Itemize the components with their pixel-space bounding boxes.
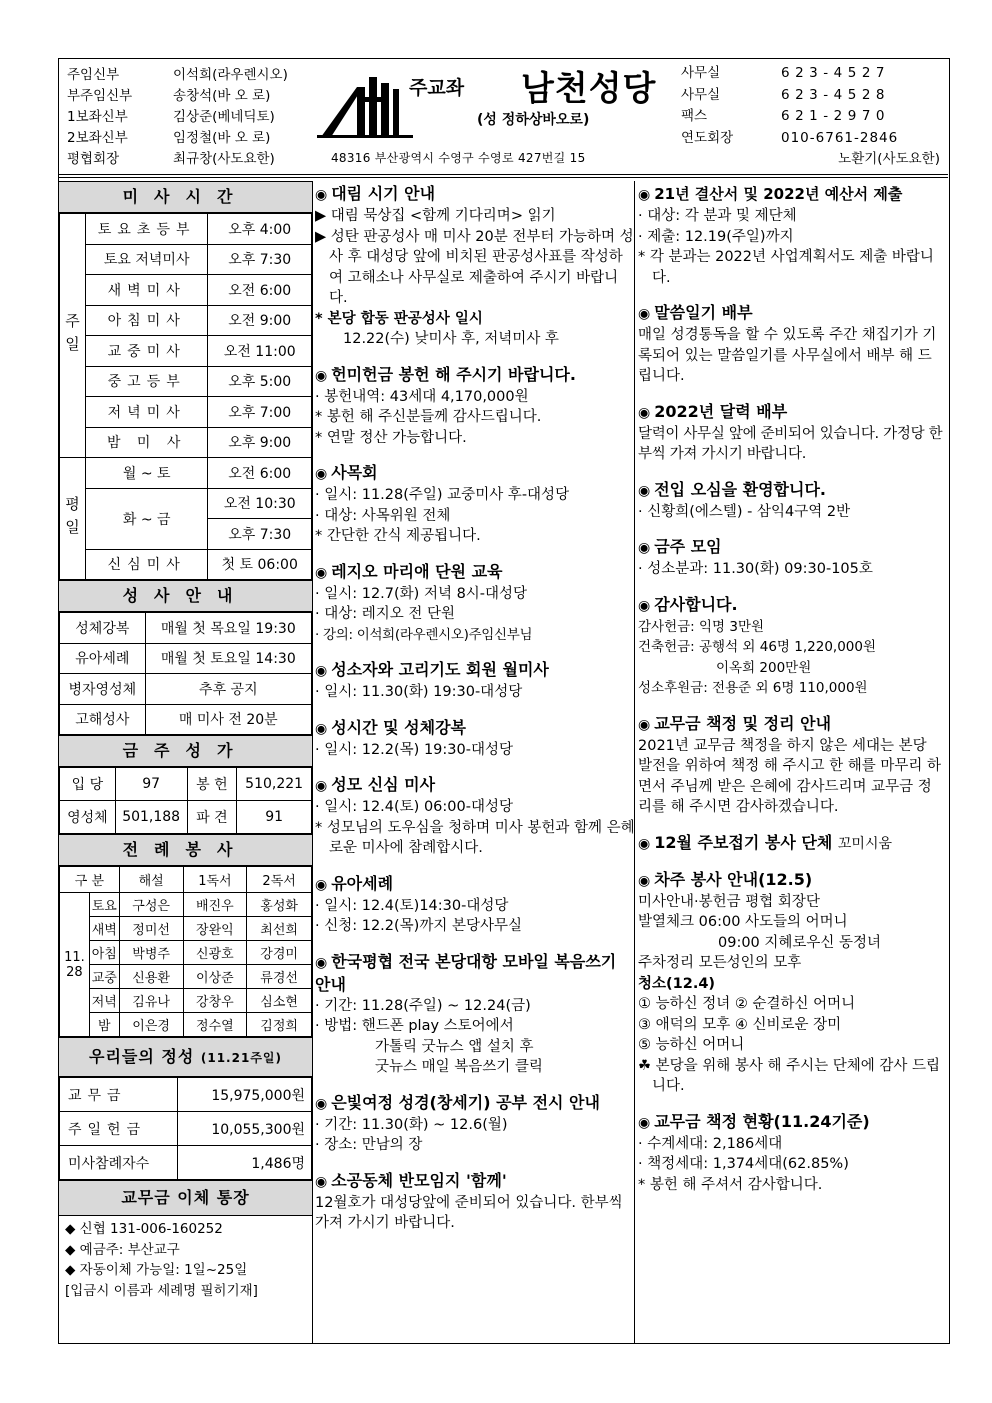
text: · 장소: 만남의 장 bbox=[315, 1137, 423, 1153]
notice-meeting bbox=[638, 536, 944, 580]
text: 봉 헌 bbox=[187, 768, 237, 801]
bullet-icon: ◉ bbox=[315, 564, 328, 581]
text: · 대상: 사목위원 전체 bbox=[315, 507, 451, 524]
text: 성소후원금: 전용준 외 6명 110,000원 bbox=[638, 680, 868, 696]
text: 은빛여정 성경(창세기) 공부 전시 안내 bbox=[331, 1092, 600, 1112]
notice-calendar bbox=[638, 401, 944, 465]
bullet-icon: ◉ bbox=[638, 482, 651, 499]
section-heading bbox=[638, 183, 944, 206]
text: 한국평협 전국 본당대항 모바일 복음쓰기 안내 bbox=[315, 951, 617, 994]
table-row bbox=[60, 275, 312, 306]
text: 1독서 bbox=[183, 867, 247, 893]
text: 12월 주보접기 봉사 단체 bbox=[654, 832, 833, 852]
table-row bbox=[60, 458, 312, 489]
section-heading bbox=[315, 873, 635, 896]
church-logo bbox=[317, 69, 417, 141]
text: 발열체크 06:00 사도들의 어머니 bbox=[638, 914, 848, 930]
text: 병자영성체 bbox=[60, 674, 146, 705]
text: 15,975,000원 bbox=[177, 1078, 311, 1112]
text: * 각 분과는 2022년 사업계획서도 제출 바랍니다. bbox=[638, 249, 934, 286]
section-heading bbox=[638, 536, 944, 559]
text: ③ 애덕의 모후 ④ 신비로운 장미 bbox=[638, 1016, 842, 1033]
staff-row bbox=[67, 107, 288, 128]
text: 교중미사 bbox=[85, 336, 208, 367]
text: 레지오 마리애 단원 교육 bbox=[331, 561, 503, 581]
section-heading bbox=[315, 183, 635, 206]
bullet-icon: ◉ bbox=[638, 872, 651, 889]
text: 미사참례자수 bbox=[60, 1146, 178, 1180]
text: 헌미헌금 봉헌 해 주시기 바랍니다. bbox=[331, 364, 576, 384]
left-column bbox=[59, 181, 312, 1304]
text: 류경선 bbox=[247, 965, 312, 989]
notice-small-community bbox=[315, 1170, 635, 1234]
text: 새벽 bbox=[89, 917, 119, 941]
text: 최선희 bbox=[247, 917, 312, 941]
text: 중고등부 bbox=[85, 366, 208, 397]
bullet-icon: ◉ bbox=[315, 778, 328, 794]
text: 2독서 bbox=[247, 867, 312, 893]
text: 송창석(바 오 로) bbox=[173, 88, 271, 104]
text: 621-2970 bbox=[781, 108, 890, 124]
text: 차주 봉사 안내(12.5) bbox=[654, 869, 813, 889]
text: 고해성사 bbox=[60, 704, 146, 735]
text: 1보좌신부 bbox=[67, 109, 128, 125]
text: · 일시: 12.4(토)14:30-대성당 bbox=[315, 897, 509, 914]
table-row bbox=[60, 893, 312, 917]
table-row bbox=[60, 244, 312, 275]
text: 김정희 bbox=[247, 1013, 312, 1037]
text: 623-4528 bbox=[781, 86, 890, 103]
table-row bbox=[60, 488, 312, 519]
text: 010-6761-2846 bbox=[781, 129, 899, 146]
text: · 대상: 각 분과 및 제단체 bbox=[638, 208, 797, 224]
text: ◆ 자동이체 가능일: 1일~25일 bbox=[65, 1262, 248, 1278]
section-heading bbox=[638, 1111, 944, 1134]
notice-budget bbox=[638, 183, 944, 288]
notice-pastoral-council bbox=[315, 462, 635, 547]
header bbox=[59, 59, 948, 175]
text: · 일시: 11.30(화) 19:30-대성당 bbox=[315, 684, 523, 700]
notice-vocation-mass bbox=[315, 659, 635, 703]
text: 주임신부 bbox=[67, 67, 120, 83]
staff-row bbox=[67, 65, 288, 86]
text: ① 능하신 정녀 ② 순결하신 어머니 bbox=[638, 996, 856, 1012]
contact-row bbox=[681, 106, 898, 128]
text: 소공동체 반모임지 '함께' bbox=[331, 1170, 507, 1190]
bullet-icon: ◉ bbox=[638, 306, 651, 322]
column-divider bbox=[312, 181, 313, 1343]
text: ▶ 대림 묵상집 <함께 기다리며> 읽기 bbox=[315, 208, 556, 224]
table-row bbox=[60, 867, 312, 893]
sacrament-title: 성사안내 bbox=[59, 580, 312, 612]
text: 김유나 bbox=[119, 989, 183, 1013]
text: 교무금 책정 현황(11.24기준) bbox=[654, 1111, 870, 1131]
text: 오전 6:00 bbox=[208, 458, 312, 489]
notice-infant-baptism bbox=[315, 873, 635, 937]
bulletin-page bbox=[58, 58, 950, 1344]
staff-row bbox=[67, 86, 288, 107]
text: 배진우 bbox=[183, 893, 247, 917]
table-row bbox=[60, 336, 312, 367]
text: · 제출: 12.19(주일)까지 bbox=[638, 228, 794, 245]
middle-column bbox=[315, 183, 635, 1248]
section-heading bbox=[315, 561, 635, 584]
text: 토요 저녁미사 bbox=[85, 244, 208, 275]
table-row bbox=[60, 305, 312, 336]
text: * 성모님의 도우심을 청하며 미사 봉헌과 함께 은혜로운 미사에 참례합시다. bbox=[315, 819, 635, 856]
section-heading bbox=[315, 1170, 635, 1193]
text: * 간단한 간식 제공됩니다. bbox=[315, 528, 481, 544]
text: 91 bbox=[237, 801, 312, 834]
text: 강경미 bbox=[247, 941, 312, 965]
bullet-icon: ◉ bbox=[638, 404, 651, 421]
text: 오전 6:00 bbox=[208, 275, 312, 306]
table-row bbox=[60, 1078, 312, 1112]
staff-row bbox=[67, 128, 288, 149]
text: ☘ 본당을 위해 봉사 해 주시는 단체에 감사 드립니다. bbox=[638, 1057, 940, 1094]
text: 꼬미시움 bbox=[837, 835, 892, 852]
section-heading bbox=[638, 479, 944, 502]
text: 화 ~ 금 bbox=[85, 488, 208, 549]
notice-word-diary bbox=[638, 302, 944, 387]
notice-donation bbox=[315, 364, 635, 449]
text: 매월 첫 토요일 14:30 bbox=[145, 643, 311, 674]
table-row bbox=[60, 801, 312, 834]
text: 영성체 bbox=[60, 801, 116, 834]
bullet-icon: ◉ bbox=[315, 720, 328, 737]
table-row bbox=[60, 941, 312, 965]
text: 청소(12.4) bbox=[638, 975, 716, 992]
church-address: 48316 부산광역시 수영구 수영로 427번길 15 bbox=[331, 151, 586, 165]
notice-holy-hour bbox=[315, 717, 635, 761]
table-row bbox=[60, 366, 312, 397]
text: 아침 bbox=[89, 941, 119, 965]
text: 연도회장 bbox=[681, 129, 734, 146]
bullet-icon: ◉ bbox=[638, 835, 651, 852]
contact-list bbox=[681, 63, 898, 149]
text: · 기간: 11.30(화) ~ 12.6(월) bbox=[315, 1116, 508, 1133]
text: · 일시: 12.2(목) 19:30-대성당 bbox=[315, 741, 513, 758]
text: 오후 9:00 bbox=[208, 427, 312, 458]
section-heading bbox=[315, 951, 635, 996]
staff-row bbox=[67, 149, 288, 170]
text: 이상준 bbox=[183, 965, 247, 989]
text: · 대상: 레지오 전 단원 bbox=[315, 606, 455, 622]
text: 평협회장 bbox=[67, 151, 120, 167]
table-row bbox=[60, 643, 312, 674]
text: 구 분 bbox=[60, 867, 120, 893]
text: 미사안내·봉헌금 평협 회장단 bbox=[638, 893, 820, 910]
table-row bbox=[60, 1013, 312, 1037]
offering-table bbox=[59, 1077, 312, 1180]
section-heading bbox=[315, 717, 635, 740]
section-heading bbox=[315, 364, 635, 387]
text: 저녁 bbox=[89, 989, 119, 1013]
text: · 일시: 12.4(토) 06:00-대성당 bbox=[315, 799, 513, 815]
text: 주차정리 모든성인의 모후 bbox=[638, 955, 802, 971]
notice-gospel-writing bbox=[315, 951, 635, 1078]
text: 오전 11:00 bbox=[208, 336, 312, 367]
notice-bible-exhibit bbox=[315, 1092, 635, 1156]
text: 매 미사 전 20분 bbox=[145, 704, 311, 735]
text: 623-4527 bbox=[781, 65, 890, 81]
text: 토요초등부 bbox=[85, 214, 208, 245]
text: * 연말 정산 가능합니다. bbox=[315, 429, 467, 446]
text: 달력이 사무실 앞에 준비되어 있습니다. 가정당 한부씩 가져 가시기 바랍니다. bbox=[638, 425, 943, 462]
bullet-icon: ◉ bbox=[315, 367, 328, 384]
text: 임정철(바 오 로) bbox=[173, 130, 271, 146]
bullet-icon: ◉ bbox=[315, 876, 328, 893]
bullet-icon: ◉ bbox=[638, 187, 651, 203]
table-row bbox=[60, 214, 312, 245]
bullet-icon: ◉ bbox=[638, 1114, 651, 1131]
liturgy-date: 11.28 bbox=[60, 893, 90, 1037]
sacrament-table bbox=[59, 612, 312, 735]
text: 토요 bbox=[89, 893, 119, 917]
text: 신용환 bbox=[119, 965, 183, 989]
notice-next-week-service bbox=[638, 869, 944, 1097]
text: 주일헌금 bbox=[60, 1112, 178, 1146]
text: 새벽미사 bbox=[85, 275, 208, 306]
text: 이은경 bbox=[119, 1013, 183, 1037]
text: 최규창(사도요한) bbox=[173, 151, 275, 167]
staff-list bbox=[67, 65, 288, 170]
notice-tithe bbox=[638, 713, 944, 818]
notice-legio bbox=[315, 561, 635, 646]
text: 오후 4:00 bbox=[208, 214, 312, 245]
text: * 봉헌 해 주신분들께 감사드립니다. bbox=[315, 409, 542, 425]
text: 사무실 bbox=[681, 86, 721, 103]
bullet-icon: ◉ bbox=[315, 187, 328, 203]
sunday-label: 주일 bbox=[60, 214, 86, 458]
text: 입 당 bbox=[60, 768, 116, 801]
text: 추후 공지 bbox=[145, 674, 311, 705]
text: 사목회 bbox=[331, 463, 378, 482]
bullet-icon: ◉ bbox=[315, 663, 328, 679]
text: 이옥희 200만원 bbox=[716, 659, 812, 676]
text: 510,221 bbox=[237, 768, 312, 801]
text: · 책정세대: 1,374세대(62.85%) bbox=[638, 1156, 849, 1172]
notice-marian-mass bbox=[315, 774, 635, 859]
text: · 일시: 11.28(주일) 교중미사 후-대성당 bbox=[315, 487, 570, 503]
text: 오후 7:30 bbox=[208, 244, 312, 275]
notice-thanks bbox=[638, 594, 944, 699]
section-heading bbox=[315, 1092, 635, 1115]
text: 대림 시기 안내 bbox=[331, 184, 436, 203]
text: 파 견 bbox=[187, 801, 237, 834]
mass-title: 미사시간 bbox=[59, 181, 312, 213]
notice-folding-group bbox=[638, 832, 944, 855]
text: 501,188 bbox=[115, 801, 187, 834]
right-column bbox=[638, 183, 944, 1209]
text: 성시간 및 성체강복 bbox=[331, 717, 467, 737]
divider bbox=[59, 177, 948, 178]
table-row bbox=[60, 549, 312, 580]
text: · 기간: 11.28(주일) ~ 12.24(금) bbox=[315, 997, 531, 1014]
text: · 성소분과: 11.30(화) 09:30-105호 bbox=[638, 561, 873, 577]
table-row bbox=[60, 1146, 312, 1180]
text: 정미선 bbox=[119, 917, 183, 941]
bullet-icon: ◉ bbox=[638, 597, 651, 614]
contact-row bbox=[681, 63, 898, 85]
text: 교무금 bbox=[60, 1078, 178, 1112]
text: 2022년 달력 배부 bbox=[654, 401, 788, 421]
text: 사무실 bbox=[681, 65, 721, 81]
notice-tithe-status bbox=[638, 1111, 944, 1196]
text: 월 ~ 토 bbox=[85, 458, 208, 489]
text: 밤 bbox=[89, 1013, 119, 1037]
text: · 강의: 이석희(라우렌시오)주임신부님 bbox=[315, 626, 533, 643]
text: 성체강복 bbox=[60, 613, 146, 644]
text: 이석희(라우렌시오) bbox=[173, 67, 288, 83]
text: 오후 7:00 bbox=[208, 397, 312, 428]
text: 건축헌금: 공행석 외 46명 1,220,000원 bbox=[638, 639, 877, 655]
text: 금주 모임 bbox=[654, 537, 722, 556]
section-heading bbox=[638, 832, 944, 855]
section-heading bbox=[638, 302, 944, 325]
section-heading bbox=[315, 774, 635, 797]
text: 2보좌신부 bbox=[67, 130, 128, 146]
table-row bbox=[60, 965, 312, 989]
text: ⑤ 능하신 어머니 bbox=[638, 1037, 745, 1053]
text: 감사헌금: 익명 3만원 bbox=[638, 618, 765, 635]
section-heading bbox=[315, 659, 635, 682]
text: 교중 bbox=[89, 965, 119, 989]
table-row bbox=[60, 1112, 312, 1146]
text: 2021년 교무금 책정을 하지 않은 세대는 본당 발전을 위하여 책정 해 주시고 한 해를 마무리 하면서 주님께 받은 은혜에 감사드리며 교무금 정리를 해 주시면 감사하겠습니다. bbox=[638, 737, 942, 815]
text: 팩스 bbox=[681, 108, 708, 124]
text: · 신황희(에스텔) - 삼익4구역 2반 bbox=[638, 503, 851, 520]
text: 밤 미 사 bbox=[85, 427, 208, 458]
text: 신심미사 bbox=[85, 549, 208, 580]
stats-table bbox=[59, 767, 312, 834]
text: · 신청: 12.2(목)까지 본당사무실 bbox=[315, 918, 522, 934]
text: 우리들의 정성 bbox=[88, 1047, 195, 1066]
text: 오후 7:30 bbox=[208, 519, 312, 550]
text: 구성은 bbox=[119, 893, 183, 917]
notice-welcome bbox=[638, 479, 944, 523]
text: 감사합니다. bbox=[654, 594, 738, 614]
contact-row bbox=[681, 128, 898, 150]
contact-row bbox=[681, 85, 898, 107]
church-prefix: 주교좌 bbox=[409, 77, 465, 99]
text: [입금시 이름과 세례명 필히기재] bbox=[65, 1282, 258, 1299]
stats-title: 금주성가 bbox=[59, 735, 312, 767]
bank-info bbox=[59, 1216, 312, 1304]
notice-advent bbox=[315, 183, 635, 350]
table-row bbox=[60, 917, 312, 941]
text: 12월호가 대성당앞에 준비되어 있습니다. 한부씩 가져 가시기 바랍니다. bbox=[315, 1194, 623, 1231]
text: · 봉헌내역: 43세대 4,170,000원 bbox=[315, 388, 529, 405]
text: 부주임신부 bbox=[67, 88, 133, 104]
text: 신광호 bbox=[183, 941, 247, 965]
text: 저녁미사 bbox=[85, 397, 208, 428]
bullet-icon: ◉ bbox=[315, 1095, 328, 1112]
text: 오전 10:30 bbox=[208, 488, 312, 519]
text: 굿뉴스 매일 복음쓰기 클릭 bbox=[375, 1059, 543, 1075]
text: 매일 성경통독을 할 수 있도록 주간 채집기가 기록되어 있는 말씀일기를 사무실에서 배부 해 드립니다. bbox=[638, 327, 937, 384]
text: 유아세례 bbox=[331, 873, 394, 893]
text: ▶ 성탄 판공성사 매 미사 20분 전부터 가능하며 성사 후 대성당 앞에 비치된 판공성사표를 작성하여 고해소나 사무실로 제출하여 주시기 바랍니다. bbox=[315, 228, 634, 306]
text: 말씀일기 배부 bbox=[654, 303, 753, 322]
text: 홍성화 bbox=[247, 893, 312, 917]
bank-title: 교무금 이체 통장 bbox=[59, 1180, 312, 1216]
text: 성모 신심 미사 bbox=[331, 775, 436, 794]
bullet-icon: ◉ bbox=[315, 954, 328, 971]
text: 심소현 bbox=[247, 989, 312, 1013]
text: 전입 오심을 환영합니다. bbox=[654, 479, 826, 499]
bullet-icon: ◉ bbox=[638, 540, 651, 556]
bullet-icon: ◉ bbox=[638, 716, 651, 733]
table-row bbox=[60, 427, 312, 458]
text: 09:00 지혜로우신 동정녀 bbox=[718, 934, 882, 951]
text: 장완익 bbox=[183, 917, 247, 941]
text: 강창우 bbox=[183, 989, 247, 1013]
text: ◆ 예금주: 부산교구 bbox=[65, 1241, 180, 1258]
president-name: 노환기(사도요한) bbox=[838, 151, 940, 167]
text: · 방법: 핸드폰 play 스토어에서 bbox=[315, 1018, 514, 1034]
text: 유아세례 bbox=[60, 643, 146, 674]
table-row bbox=[60, 397, 312, 428]
text: 매월 첫 목요일 19:30 bbox=[145, 613, 311, 644]
text: * 봉헌 해 주셔서 감사합니다. bbox=[638, 1176, 823, 1193]
text: (11.21주일) bbox=[200, 1051, 282, 1065]
section-heading bbox=[638, 594, 944, 617]
text: 아침미사 bbox=[85, 305, 208, 336]
text: 21년 결산서 및 2022년 예산서 제출 bbox=[654, 185, 903, 203]
text: 97 bbox=[115, 768, 187, 801]
text: 가톨릭 굿뉴스 앱 설치 후 bbox=[375, 1038, 534, 1055]
text: 교무금 책정 및 정리 안내 bbox=[654, 713, 832, 733]
text: 박병주 bbox=[119, 941, 183, 965]
table-row bbox=[60, 989, 312, 1013]
text: 12.22(수) 낮미사 후, 저녁미사 후 bbox=[343, 331, 559, 347]
section-heading bbox=[315, 462, 635, 485]
church-patron: (성 정하상바오로) bbox=[477, 112, 590, 128]
mass-table bbox=[59, 213, 312, 580]
text: 오전 9:00 bbox=[208, 305, 312, 336]
text: 오후 5:00 bbox=[208, 366, 312, 397]
text: * 본당 합동 판공성사 일시 bbox=[315, 310, 483, 327]
text: · 수계세대: 2,186세대 bbox=[638, 1135, 783, 1152]
table-row bbox=[60, 613, 312, 644]
bullet-icon: ◉ bbox=[315, 1173, 328, 1190]
liturgy-table bbox=[59, 866, 312, 1037]
text: 1,486명 bbox=[177, 1146, 311, 1180]
weekday-label: 평일 bbox=[60, 458, 86, 580]
text: 10,055,300원 bbox=[177, 1112, 311, 1146]
text: · 일시: 12.7(화) 저녁 8시-대성당 bbox=[315, 585, 528, 602]
text: 첫 토 06:00 bbox=[208, 549, 312, 580]
offering-title bbox=[59, 1037, 312, 1077]
church-name: 남천성당 bbox=[521, 69, 657, 109]
section-heading bbox=[638, 869, 944, 892]
text: ◆ 신협 131-006-160252 bbox=[65, 1221, 223, 1237]
text: 성소자와 고리기도 회원 월미사 bbox=[331, 660, 549, 679]
table-row bbox=[60, 674, 312, 705]
table-row bbox=[60, 704, 312, 735]
text: 해설 bbox=[119, 867, 183, 893]
section-heading bbox=[638, 401, 944, 424]
text: 정수열 bbox=[183, 1013, 247, 1037]
text: 김상준(베네딕토) bbox=[173, 109, 275, 125]
table-row bbox=[60, 768, 312, 801]
section-heading bbox=[638, 713, 944, 736]
liturgy-title: 전례봉사 bbox=[59, 834, 312, 866]
bullet-icon: ◉ bbox=[315, 466, 328, 482]
